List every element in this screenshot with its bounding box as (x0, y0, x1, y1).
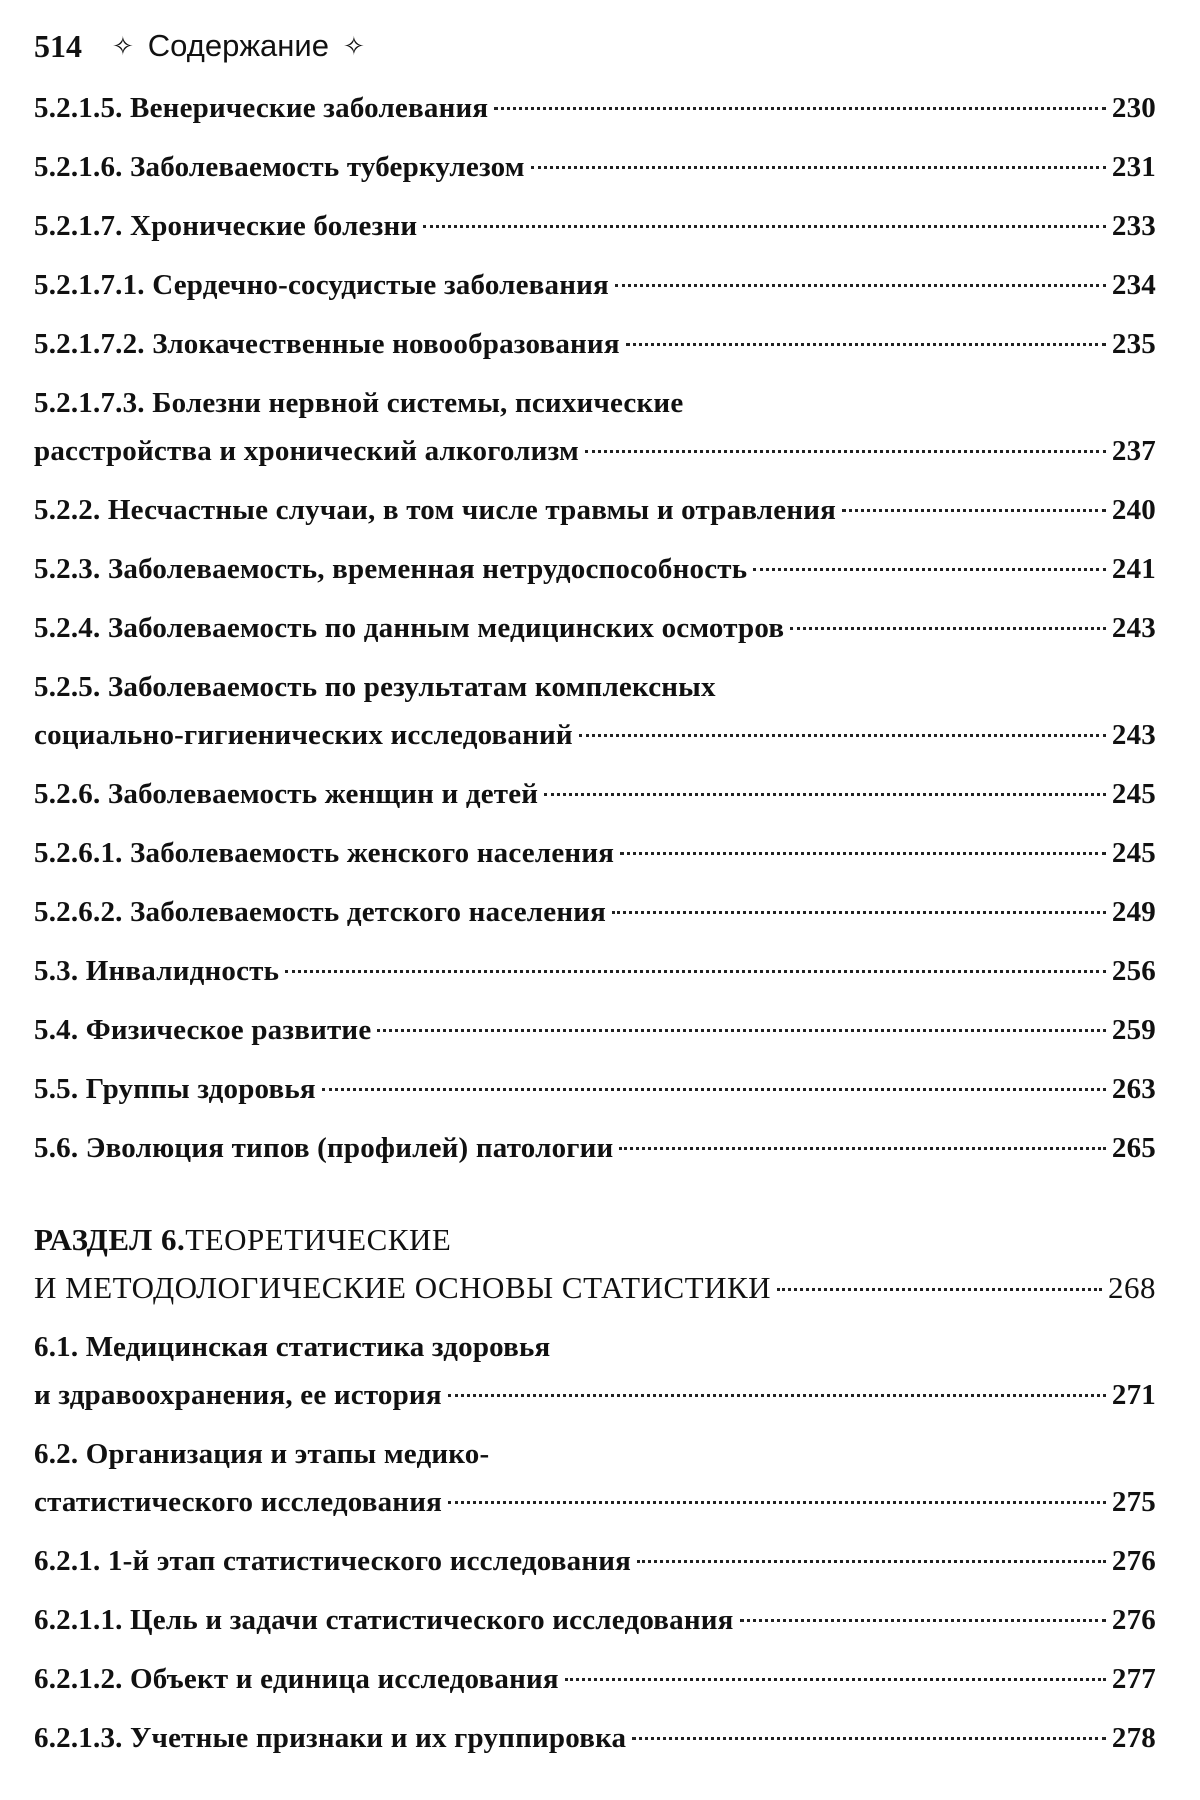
toc-entry (34, 947, 1156, 995)
dot-leader (448, 1394, 1106, 1397)
toc-entry (34, 486, 1156, 534)
dot-leader (494, 107, 1106, 110)
page-header (34, 22, 1156, 70)
toc-entry-page: 271 (1111, 1379, 1156, 1411)
toc-entry-title: 5.2.6. Заболеваемость женщин и детей (34, 778, 539, 810)
toc-entry (34, 663, 1156, 759)
toc-entry (34, 545, 1156, 593)
toc-entry (34, 379, 1156, 475)
toc-entry-title: 5.2.5. Заболеваемость по результатам комплексных (34, 671, 716, 703)
toc-entry-page: 276 (1111, 1545, 1156, 1577)
dot-leader (322, 1088, 1106, 1091)
toc-entry-page: 237 (1111, 435, 1156, 467)
toc-entry-page: 234 (1111, 269, 1156, 301)
toc-entry-page: 256 (1111, 955, 1156, 987)
toc-entry (34, 770, 1156, 818)
toc-entry-title: 5.2.1.7.2. Злокачественные новообразования (34, 328, 620, 360)
dot-leader (632, 1737, 1106, 1740)
toc-entry (34, 1006, 1156, 1054)
toc-entry-title: расстройства и хронический алкоголизм (34, 435, 579, 467)
dot-leader (612, 911, 1106, 914)
toc-entry (34, 829, 1156, 877)
toc-entry-title: 5.2.1.6. Заболеваемость туберкулезом (34, 151, 525, 183)
toc-entry-title: 5.2.6.2. Заболеваемость детского населения (34, 896, 607, 928)
toc-entry-title: 6.2. Организация и этапы медико- (34, 1438, 490, 1470)
toc-entry-page: 241 (1111, 553, 1156, 585)
diamond-left-icon: ✧ (112, 30, 134, 61)
toc-entry-title: 5.2.1.7. Хронические болезни (34, 210, 418, 242)
toc-entry (34, 84, 1156, 132)
toc-entry-page: 243 (1111, 612, 1156, 644)
section-page-number: 268 (1108, 1270, 1156, 1305)
toc-entry (34, 1430, 1156, 1526)
toc-entry-page: 249 (1111, 896, 1156, 928)
dot-leader (585, 450, 1106, 453)
toc-entry-title: 5.2.1.5. Венерические заболевания (34, 92, 489, 124)
toc-entry-page: 276 (1111, 1604, 1156, 1636)
dot-leader (626, 343, 1106, 346)
toc-page (34, 22, 1156, 1773)
dot-leader (740, 1619, 1106, 1622)
dot-leader (579, 734, 1106, 737)
toc-entry-title: 6.2.1.3. Учетные признаки и их группировка (34, 1722, 627, 1754)
dot-leader (619, 1147, 1105, 1150)
dot-leader (448, 1501, 1106, 1504)
toc-entry-page: 233 (1111, 210, 1156, 242)
dot-leader (423, 225, 1106, 228)
dot-leader (842, 509, 1106, 512)
toc-entry-page: 243 (1111, 719, 1156, 751)
toc-entry-page: 240 (1111, 494, 1156, 526)
toc-list-section-5 (34, 84, 1156, 1172)
dot-leader (620, 852, 1106, 855)
toc-entry-page: 245 (1111, 778, 1156, 810)
dot-leader (544, 793, 1106, 796)
toc-entry-title: 5.6. Эволюция типов (профилей) патологии (34, 1132, 614, 1164)
toc-entry-page: 245 (1111, 837, 1156, 869)
toc-entry-title: социально-гигиенических исследований (34, 719, 573, 751)
section-title-line1: ТЕОРЕТИЧЕСКИЕ (185, 1222, 452, 1257)
toc-entry-title: 5.2.1.7.3. Болезни нервной системы, психические (34, 387, 684, 419)
toc-entry (34, 1596, 1156, 1644)
section-prefix: РАЗДЕЛ 6. (34, 1222, 186, 1257)
dot-leader (615, 284, 1106, 287)
toc-entry-title: 6.2.1.1. Цель и задачи статистического исследования (34, 1604, 734, 1636)
toc-entry-page: 275 (1111, 1486, 1156, 1518)
toc-entry-title: 6.1. Медицинская статистика здоровья (34, 1331, 551, 1363)
toc-entry-page: 265 (1111, 1132, 1156, 1164)
page-number: 514 (34, 27, 82, 64)
toc-entry-title: 5.5. Группы здоровья (34, 1073, 316, 1105)
toc-entry (34, 1655, 1156, 1703)
toc-entry-title: 5.4. Физическое развитие (34, 1014, 372, 1046)
toc-entry-title: 5.2.4. Заболеваемость по данным медицинских осмотров (34, 612, 785, 644)
toc-entry-page: 263 (1111, 1073, 1156, 1105)
toc-entry-page: 259 (1111, 1014, 1156, 1046)
dot-leader (790, 627, 1106, 630)
toc-entry (34, 202, 1156, 250)
toc-list-section-6 (34, 1323, 1156, 1762)
toc-entry (34, 604, 1156, 652)
toc-entry-title: 6.2.1.2. Объект и единица исследования (34, 1663, 559, 1695)
toc-entry-title: 5.2.3. Заболеваемость, временная нетрудоспособность (34, 553, 748, 585)
dot-leader (777, 1288, 1102, 1291)
toc-entry-title: 5.2.2. Несчастные случаи, в том числе травмы и отравления (34, 494, 837, 526)
dot-leader (753, 568, 1106, 571)
toc-entry (34, 1124, 1156, 1172)
dot-leader (531, 166, 1106, 169)
toc-entry (34, 320, 1156, 368)
toc-entry (34, 888, 1156, 936)
toc-entry-title: 5.2.1.7.1. Сердечно-сосудистые заболевания (34, 269, 609, 301)
diamond-right-icon: ✧ (342, 30, 365, 61)
toc-entry-page: 230 (1111, 92, 1156, 124)
toc-entry (34, 1714, 1156, 1762)
toc-entry-title: 5.3. Инвалидность (34, 955, 280, 987)
toc-entry (34, 143, 1156, 191)
toc-entry-page: 277 (1111, 1663, 1156, 1695)
toc-entry (34, 261, 1156, 309)
toc-entry-page: 278 (1111, 1722, 1156, 1754)
toc-entry-page: 235 (1111, 328, 1156, 360)
dot-leader (285, 970, 1106, 973)
section-title-line2: И МЕТОДОЛОГИЧЕСКИЕ ОСНОВЫ СТАТИСТИКИ (34, 1270, 772, 1305)
toc-entry (34, 1323, 1156, 1419)
toc-entry-title: и здравоохранения, ее история (34, 1379, 442, 1411)
dot-leader (637, 1560, 1106, 1563)
dot-leader (377, 1029, 1105, 1032)
toc-entry-title: 5.2.6.1. Заболеваемость женского населения (34, 837, 615, 869)
toc-entry-title: статистического исследования (34, 1486, 443, 1518)
toc-entry (34, 1065, 1156, 1113)
dot-leader (565, 1678, 1106, 1681)
header-title: Содержание (147, 28, 329, 63)
toc-entry-title: 6.2.1. 1-й этап статистического исследования (34, 1545, 632, 1577)
toc-entry-page: 231 (1111, 151, 1156, 183)
toc-entry (34, 1537, 1156, 1585)
section-heading (34, 1216, 1156, 1312)
